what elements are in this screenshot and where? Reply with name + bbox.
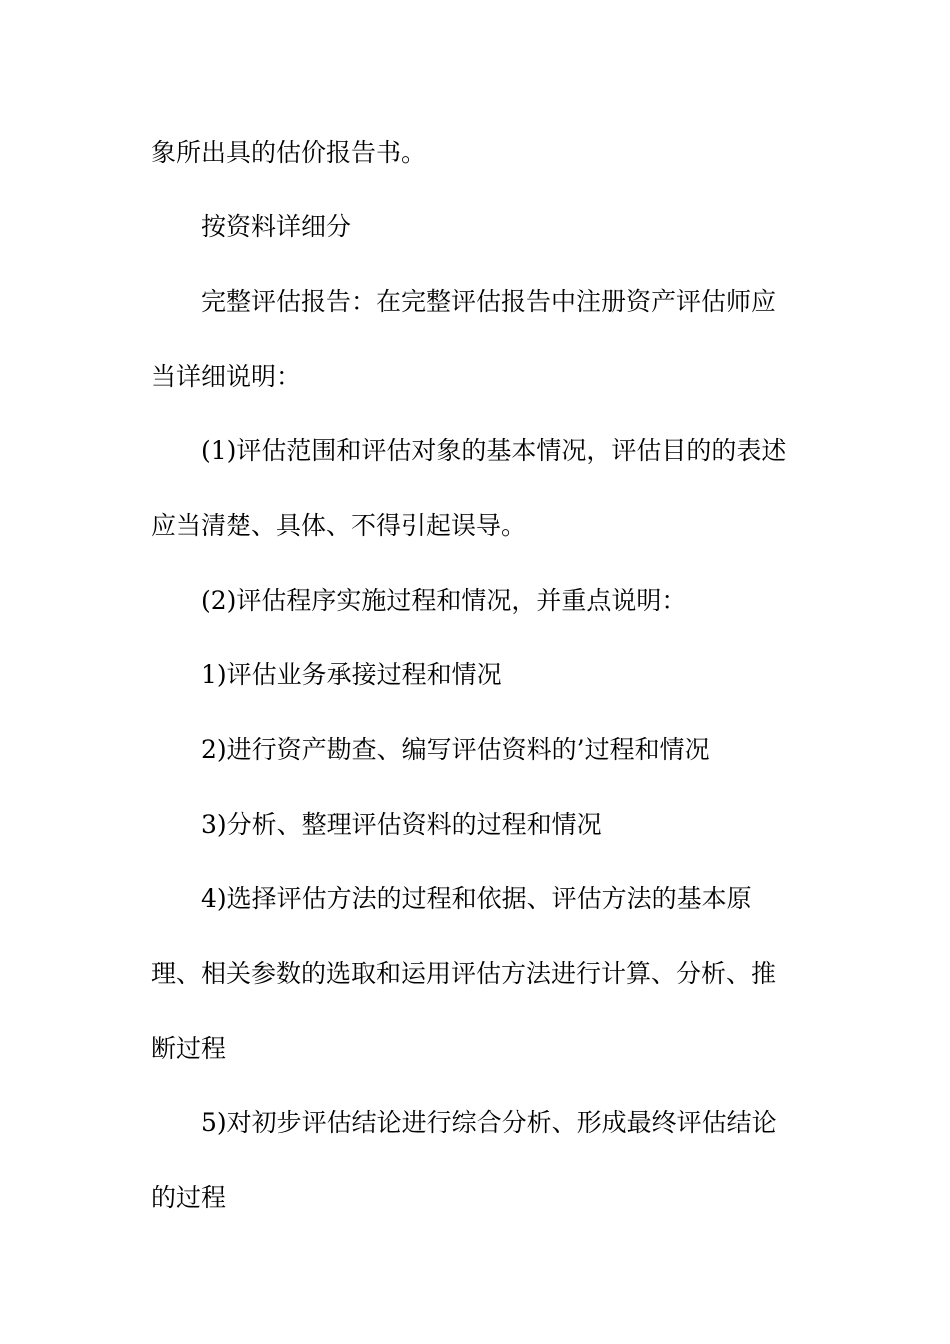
sub-list-item: 3)分析、整理评估资料的过程和情况 [201,810,602,839]
paragraph-line: 完整评估报告：在完整评估报告中注册资产评估师应 [201,287,777,316]
list-item: (1)评估范围和评估对象的基本情况，评估目的的表述 [201,436,787,465]
paragraph-line: 应当清楚、具体、不得引起误导。 [151,511,527,540]
paragraph-line: 的过程 [151,1183,227,1212]
sub-list-item: 2)进行资产勘查、编写评估资料的’过程和情况 [201,735,710,764]
paragraph-line: 象所出具的估价报告书。 [151,138,427,167]
paragraph-line: 断过程 [151,1034,227,1063]
paragraph-line: 理、相关参数的选取和运用评估方法进行计算、分析、推 [151,959,777,988]
sub-list-item: 5)对初步评估结论进行综合分析、形成最终评估结论 [201,1108,777,1137]
list-item: (2)评估程序实施过程和情况，并重点说明： [201,586,687,615]
paragraph-line: 当详细说明： [151,362,302,391]
sub-list-item: 1)评估业务承接过程和情况 [201,660,502,689]
sub-list-item: 4)选择评估方法的过程和依据、评估方法的基本原 [201,884,752,913]
section-heading: 按资料详细分 [201,212,352,241]
